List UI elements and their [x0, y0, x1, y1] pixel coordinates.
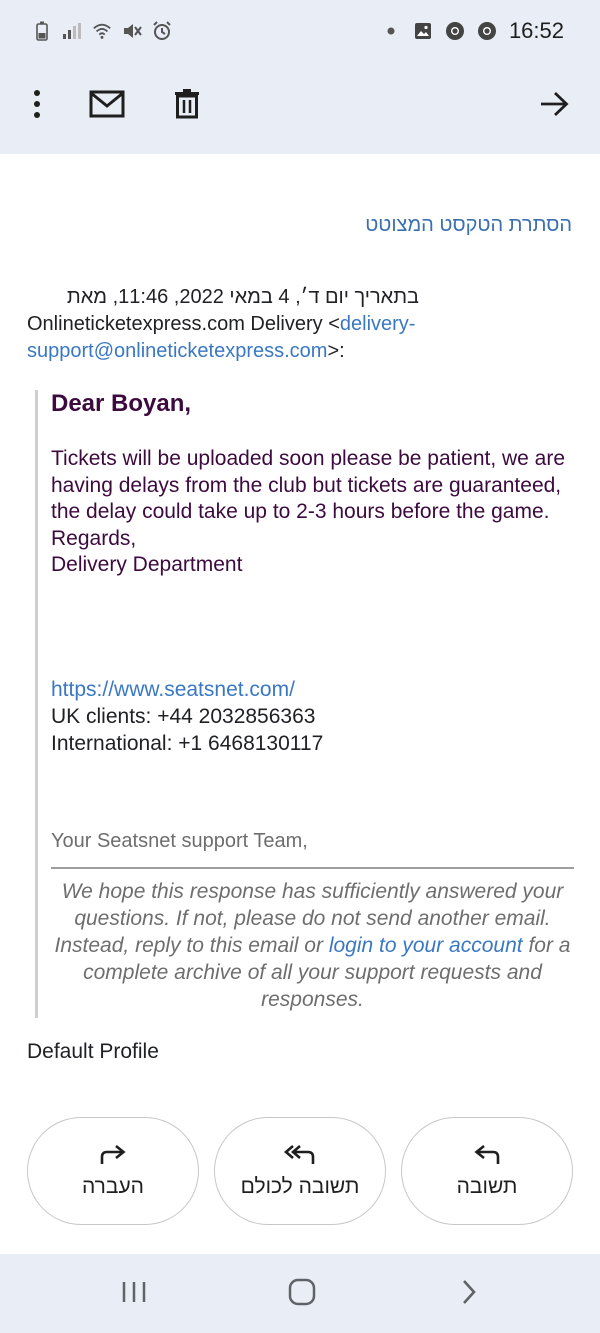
more-options-button[interactable]	[11, 80, 63, 132]
footer-text-part1: We hope this response has sufficiently answered your questions. If not, please do not send another email. Instead, reply to this email or	[54, 880, 564, 957]
sender-email-link[interactable]: delivery-support@onlineticketexpress.com	[27, 313, 416, 362]
quote-header-sender	[27, 311, 577, 365]
reply-button[interactable]	[401, 1117, 573, 1225]
mute-icon	[122, 20, 142, 42]
email-toolbar	[0, 62, 600, 154]
message-body	[51, 446, 571, 579]
uk-phone: UK clients: +44 2032856363	[51, 705, 316, 728]
support-team-signoff: Your Seatsnet support Team,	[51, 830, 308, 852]
alarm-icon	[152, 20, 172, 42]
hide-quoted-text-link[interactable]: הסתרת הטקסט המצוטט	[365, 214, 572, 236]
body-signature: Delivery Department	[51, 553, 243, 576]
website-link[interactable]: https://www.seatsnet.com/	[51, 678, 295, 701]
divider	[51, 867, 574, 869]
greeting: Dear Boyan,	[51, 390, 192, 417]
login-link[interactable]: login to your account	[328, 934, 523, 957]
quote-header	[27, 284, 577, 365]
forward-button[interactable]	[27, 1117, 199, 1225]
back-button[interactable]	[449, 1274, 489, 1314]
signal-icon	[62, 20, 82, 42]
contact-info	[51, 676, 323, 757]
back-icon	[461, 1279, 477, 1310]
image-icon	[413, 20, 433, 42]
reply-actions	[0, 1117, 600, 1227]
sender-name: Onlineticketexpress.com Delivery <	[27, 313, 340, 335]
delete-button[interactable]	[161, 80, 213, 132]
reply-all-label: תשובה לכולם	[240, 1174, 360, 1198]
status-time: 16:52	[508, 18, 564, 43]
forward-toolbar-button[interactable]	[528, 80, 580, 132]
reply-icon	[473, 1144, 501, 1171]
delete-icon	[174, 89, 200, 124]
battery-icon	[32, 20, 52, 42]
status-icons-right	[381, 18, 564, 44]
mark-unread-button[interactable]	[81, 80, 133, 132]
forward-icon	[99, 1144, 127, 1171]
recents-button[interactable]	[114, 1274, 154, 1314]
home-button[interactable]	[282, 1274, 322, 1314]
wifi-icon	[92, 20, 112, 42]
recents-icon	[121, 1280, 147, 1309]
body-paragraph: Tickets will be uploaded soon please be patient, we are having delays from the club but tickets are guaranteed, the delay could take up to 2-3 hours before the game.	[51, 447, 566, 523]
chrome-icon	[445, 20, 465, 42]
home-icon	[288, 1278, 316, 1311]
email-content	[0, 154, 600, 1254]
more-vert-icon	[32, 89, 42, 124]
system-nav-bar	[0, 1254, 600, 1333]
chrome-icon	[477, 20, 497, 42]
status-icons-left	[32, 20, 172, 42]
reply-all-button[interactable]	[214, 1117, 386, 1225]
reply-label: תשובה	[456, 1174, 518, 1198]
forward-arrow-icon	[539, 91, 569, 122]
reply-all-icon	[284, 1144, 316, 1171]
international-phone: International: +1 6468130117	[51, 732, 324, 755]
default-profile-label: Default Profile	[27, 1040, 159, 1063]
quote-header-date: בתאריך יום ד׳, 4 במאי 2022, 11:46, מאת	[66, 286, 419, 308]
footer-note	[51, 878, 574, 1013]
sender-suffix: >:	[327, 340, 345, 362]
quoted-message	[35, 390, 575, 1018]
mail-icon	[89, 90, 125, 123]
footer-text-part2: for a complete archive of all your support requests and responses.	[83, 934, 571, 1011]
forward-label: העברה	[82, 1174, 144, 1198]
dot-icon	[381, 20, 401, 42]
body-regards: Regards,	[51, 526, 137, 550]
status-bar	[0, 0, 600, 62]
